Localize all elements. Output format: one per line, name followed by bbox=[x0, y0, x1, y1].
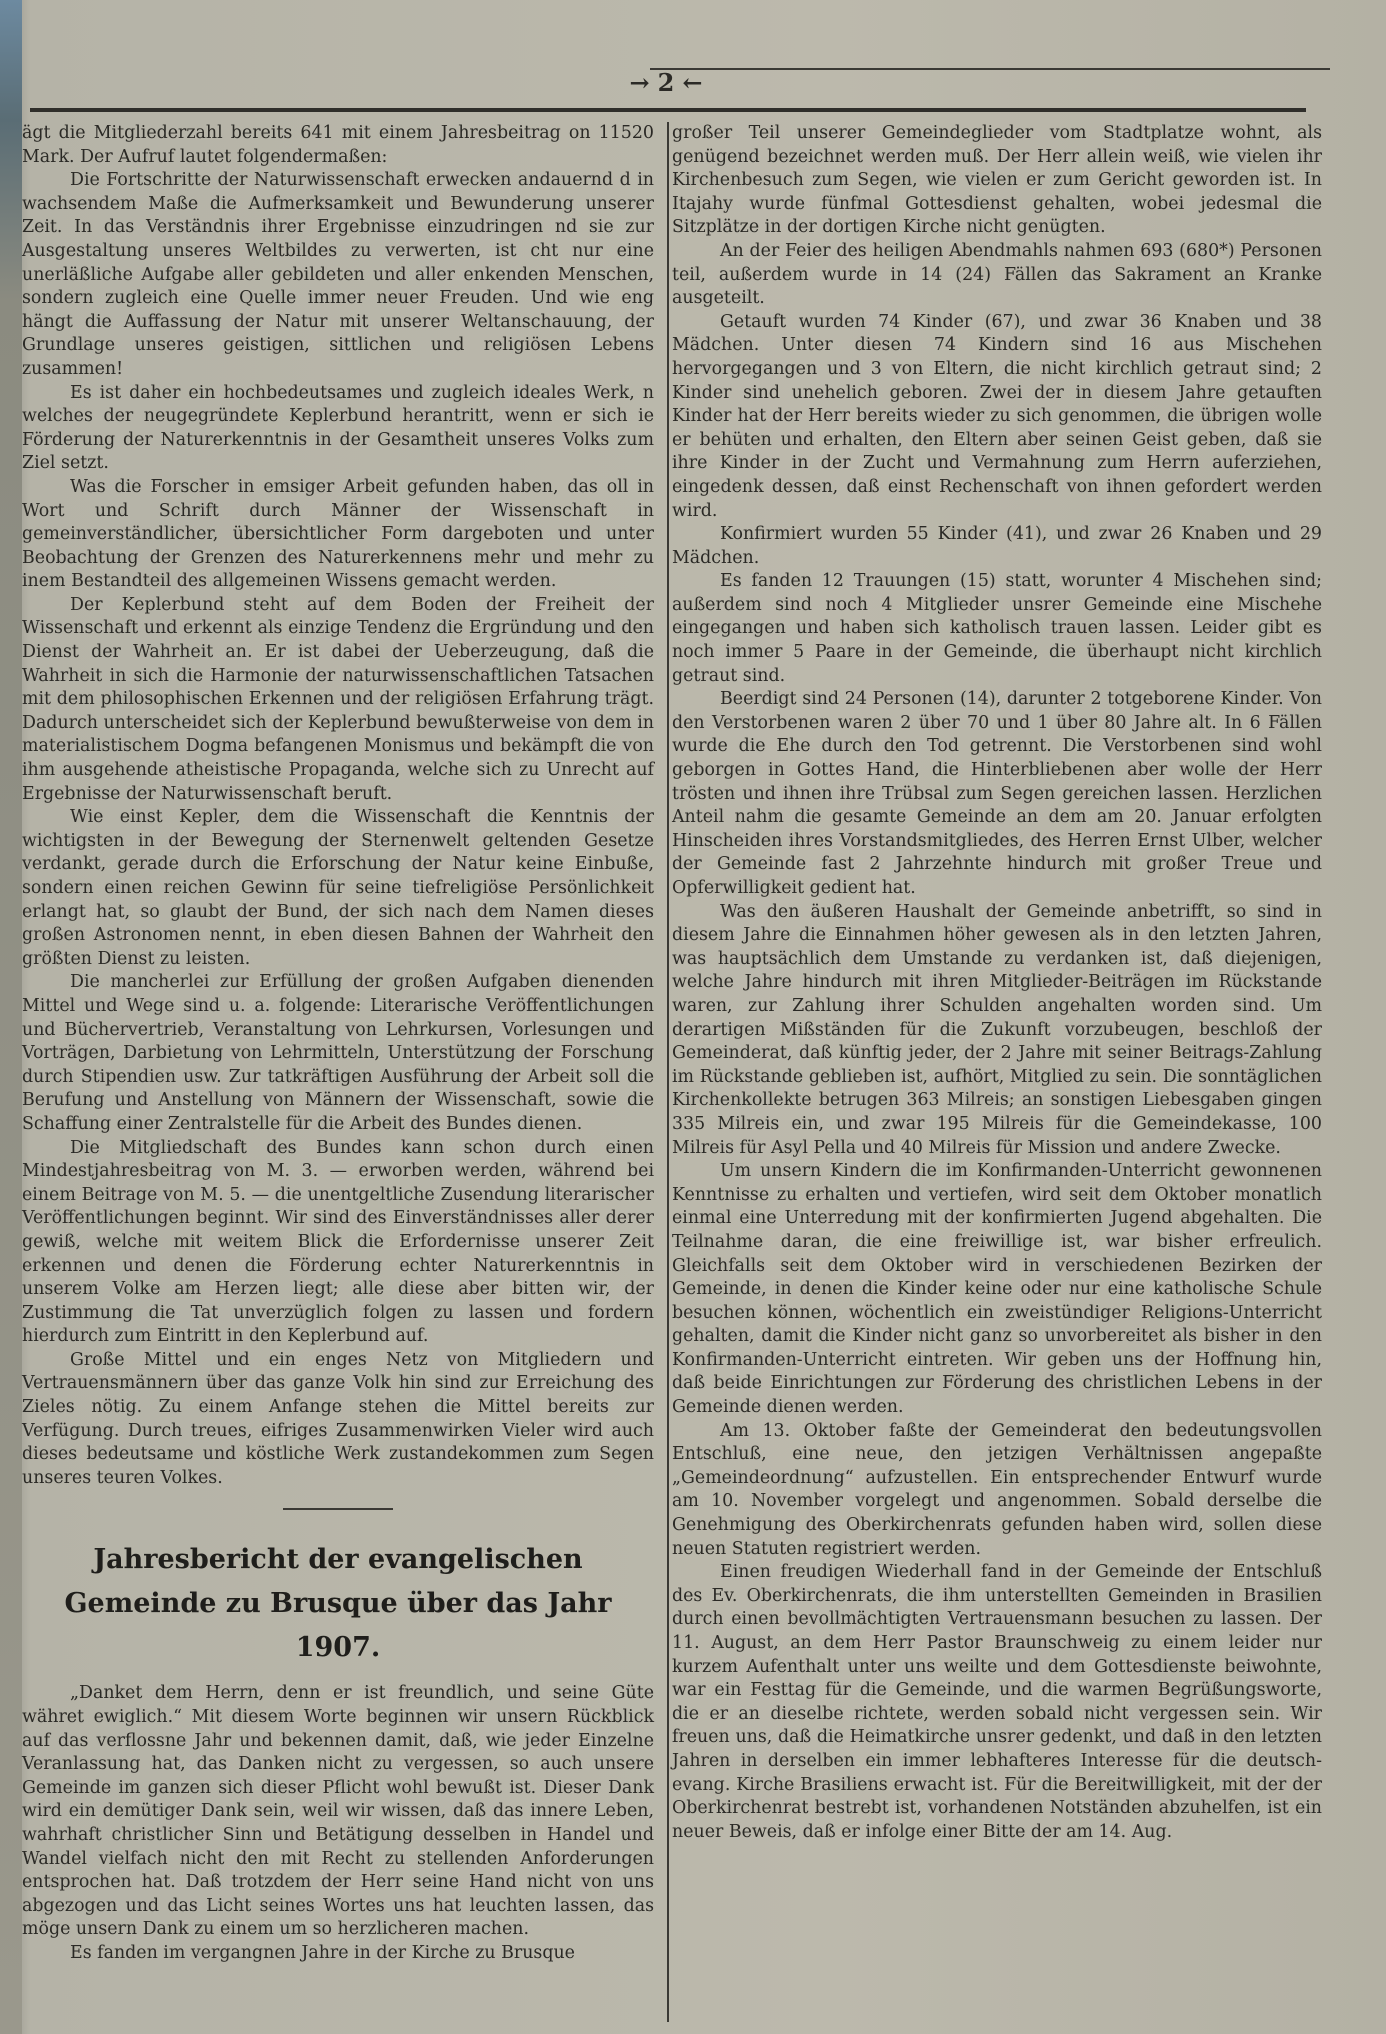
header-rule bbox=[30, 108, 1306, 112]
paragraph: ägt die Mitgliederzahl bereits 641 mit einem Jahresbeitrag on 11520 Mark. Der Aufruf lautet folgendermaßen: bbox=[22, 123, 654, 167]
column-divider bbox=[667, 122, 669, 2022]
page-number: →2← bbox=[629, 68, 711, 97]
paragraph: Es ist daher ein hochbedeutsames und zugleich ideales Werk, n welches der neugegründete Keplerbund herantritt, wenn er sich ie Förderung der Naturerkenntnis in der Gesamtheit unseres Volks zum Ziel setzt. bbox=[22, 382, 654, 474]
article-title: Jahresbericht der evangelischen Gemeinde zu Brusque über das Jahr 1907. bbox=[64, 1544, 612, 1664]
page-header bbox=[30, 60, 1306, 120]
header-top-rule bbox=[650, 68, 1330, 70]
paragraph: Was den äußeren Haushalt der Gemeinde anbetrifft, so sind in diesem Jahre die Einnahmen höher gewesen als in den letzten Jahren, was hauptsächlich dem Umstande zu verdanken ist, daß diejenigen, welche Jahre hindurch mit ihren Mitglieder-Beiträgen im Rückstande waren, zur Zahlung ihrer Schulden angehalten worden sind. Um derartigen Mißständen für die Zukunft vorzubeugen, beschloß der Gemeinderat, daß künftig jeder, der 2 Jahre mit seiner Beitrags-Zahlung im Rückstande geblieben ist, aufhört, Mitglied zu sein. Die sonntäglichen Kirchenkollekte betrugen 363 Milreis; an sonstigen Liebesgaben gingen 335 Milreis ein, und zwar 195 Milreis für die Gemeindekasse, 100 Milreis für Asyl Pella und 40 Milreis für Mission und andere Zwecke. bbox=[672, 901, 1322, 1158]
paragraph: Beerdigt sind 24 Personen (14), darunter 2 totgeborene Kinder. Von den Verstorbenen waren 2 über 70 und 1 über 80 Jahre alt. In 6 Fällen wurde die Ehe durch den Tod getrennt. Die Verstorbenen sind wohl geborgen in Gottes Hand, die Hinterbliebenen aber wolle der Herr trösten und ihnen ihre Trübsal zum Segen gereichen lassen. Herzlichen Anteil nahm die gesamte Gemeinde an dem am 20. Januar erfolgten Hinscheiden ihres Vorstandsmitgliedes, des Herren Ernst Ulber, welcher der Gemeinde fast 2 Jahrzehnte hindurch mit großer Treue und Opferwilligkeit gedient hat. bbox=[672, 689, 1322, 898]
binding-edge bbox=[0, 0, 22, 2034]
paragraph: Der Keplerbund steht auf dem Boden der Freiheit der Wissenschaft und erkennt als einzige Tendenz die Ergründung und den Dienst der Wahrheit an. Er ist dabei der Ueberzeugung, daß die Wahrheit in sich die Harmonie der naturwissenschaftlichen Tatsachen mit dem philosophischen Erkennen und der religiösen Erfahrung trägt. Dadurch unterscheidet sich der Keplerbund bewußterweise von dem in materialistischem Dogma befangenen Monismus und bekämpft die von ihm ausgehende atheistische Propaganda, welche sich zu Unrecht auf Ergebnisse der Naturwissenschaft beruft. bbox=[22, 594, 654, 804]
paragraph: großer Teil unserer Gemeindeglieder vom Stadtplatze wohnt, als genügend bezeichnet werden muß. Der Herr allein weiß, wie vielen ihr Kirchenbesuch zum Segen, wie vielen er zum Gericht geworden ist. In Itajahy wurde fünfmal Gottesdienst gehalten, wobei jedesmal die Sitzplätze in der dortigen Kirche nicht genügten. bbox=[672, 123, 1322, 238]
paragraph: Was die Forscher in emsiger Arbeit gefunden haben, das oll in Wort und Schrift durch Männer der Wissenschaft in gemeinverständlicher, übersichtlicher Form dargeboten und unter Beobachtung der Grenzen des Naturerkennens mehr und mehr zu inem Bestandteil des allgemeinen Wissens gemacht werden. bbox=[22, 476, 654, 592]
paragraph: Die mancherlei zur Erfüllung der großen Aufgaben dienenden Mittel und Wege sind u. a. folgende: Literarische Veröffentlichungen und Büchervertrieb, Veranstaltung von Lehrkursen, Vorlesungen und Vorträgen, Darbietung von Lehrmitteln, Unterstützung der Forschung durch Stipendien usw. Zur tatkräftigen Ausführung der Arbeit soll die Berufung und Anstellung von Männern der Wissenschaft, sowie die Schaffung einer Zentralstelle für die Arbeit des Bundes dienen. bbox=[22, 972, 654, 1134]
paragraph: Einen freudigen Wiederhall fand in der Gemeinde der Entschluß des Ev. Oberkirchenrats, die ihm unterstellten Gemeinden in Brasilien durch einen bevollmächtigten Vertrauensmann besuchen zu lassen. Der 11. August, an dem Herr Pastor Braunschweig zu einem leider nur kurzem Aufenthalt unter uns weilte und dem Gottesdienste beiwohnte, war ein Festtag für die Gemeinde, und die warmen Begrüßungsworte, die er an dieselbe richtete, werden sobald nicht vergessen sein. Wir freuen uns, daß die Heimatkirche unsrer gedenkt, und daß in den letzten Jahren in derselben ein immer lebhafteres Interesse für die deutsch-evang. Kirche Brasiliens erwacht ist. Für die Bereitwilligkeit, mit der der Oberkirchenrat bestrebt ist, vorhandenen Notständen abzuhelfen, ist ein neuer Beweis, daß er infolge einer Bitte der am 14. Aug. bbox=[672, 1562, 1322, 1842]
paragraph: Um unsern Kindern die im Konfirmanden-Unterricht gewonnenen Kenntnisse zu erhalten und vertiefen, wird seit dem Oktober monatlich einmal eine Unterredung mit der konfirmierten Jugend abgehalten. Die Teilnahme daran, die eine freiwillige ist, war bisher erfreulich. Gleichfalls seit dem Oktober wird in verschiedenen Bezirken der Gemeinde, in denen die Kinder keine oder nur eine katholische Schule besuchen können, wöchentlich ein zweistündiger Religions-Unterricht gehalten, damit die Kinder nicht ganz so unvorbereitet als bisher in den Konfirmanden-Unterricht eintreten. Wir geben uns der Hoffnung hin, daß beide Einrichtungen zur Förderung des christlichen Lebens in der Gemeinde dienen werden. bbox=[672, 1161, 1322, 1418]
paragraph: Große Mittel und ein enges Netz von Mitgliedern und Vertrauensmännern über das ganze Volk hin sind zur Erreichung des Zieles nötig. Zu einem Anfange stehen die Mittel bereits zur Verfügung. Durch treues, eifriges Zusammenwirken Vieler wird auch dieses bedeutsame und köstliche Werk zustandekommen zum Segen unseres teuren Volkes. bbox=[22, 1349, 654, 1488]
paragraph: Die Mitgliedschaft des Bundes kann schon durch einen Mindestjahresbeitrag von M. 3. — erworben werden, während bei einem Beitrage von M. 5. — die unentgeltliche Zusendung literarischer Veröffentlichungen beginnt. Wir sind des Einverständnisses aller derer gewiß, welche mit weitem Blick die Erfordernisse unserer Zeit erkennen und denen die Förderung echter Naturerkenntnis in unserem Volke am Herzen liegt; alle diese aber bitten wir, der Zustimmung die Tat unverzüglich folgen zu lassen und fordern hierdurch zum Eintritt in den Keplerbund auf. bbox=[22, 1137, 654, 1347]
right-column bbox=[672, 122, 1322, 1844]
article-paragraph: „Danket dem Herrn, denn er ist freundlich, und seine Güte währet ewiglich.“ Mit diesem Worte beginnen wir unsern Rückblick auf das verflossne Jahr und bekennen damit, daß, wie jeder Einzelne Veranlassung hat, das Danken nicht zu vergessen, so auch unsere Gemeinde im ganzen sich dieser Pflicht wohl bewußt ist. Dieser Dank wird ein demütiger Dank sein, weil wir wissen, daß das innere Leben, wahrhaft christlicher Sinn und Betätigung desselben in Handel und Wandel vielfach nicht den mit Recht zu stellenden Anforderungen entsprochen hat. Daß trotzdem der Herr seine Hand nicht von uns abgezogen und das Licht seines Wortes uns hat leuchten lassen, das möge unsern Dank zu einem um so herzlicheren machen. bbox=[22, 1683, 654, 1940]
paragraph: Die Fortschritte der Naturwissenschaft erwecken andauernd d in wachsendem Maße die Aufmerksamkeit und Bewunderung unserer Zeit. In das Verständnis ihrer Ergebnisse einzudringen nd sie zur Ausgestaltung unseres Weltbildes zu verwerten, ist cht nur eine unerläßliche Aufgabe aller gebildeten und aller enkenden Menschen, sondern zugleich eine Quelle immer neuer Freuden. Und wie eng hängt die Auffassung der Natur mit unserer Weltanschauung, der Grundlage unseres geistigen, sittlichen und religiösen Lebens zusammen! bbox=[22, 170, 654, 379]
paragraph: Wie einst Kepler, dem die Wissenschaft die Kenntnis der wichtigsten in der Bewegung der Sternenwelt geltenden Gesetze verdankt, gerade durch die Erforschung der Natur keine Einbuße, sondern einen reichen Gewinn für seine tiefreligiöse Persönlichkeit erlangt hat, so glaubt der Bund, der sich nach dem Namen dieses großen Astronomen nennt, in eben diesen Bahnen der Wahrheit den größten Dienst zu leisten. bbox=[22, 807, 654, 969]
paragraph: An der Feier des heiligen Abendmahls nahmen 693 (680*) Personen teil, außerdem wurde in 14 (24) Fällen das Sakrament an Kranke ausgeteilt. bbox=[672, 240, 1322, 309]
paragraph: Es fanden 12 Trauungen (15) statt, worunter 4 Mischehen sind; außerdem sind noch 4 Mitglieder unsrer Gemeinde eine Mischehe eingegangen und haben sich katholisch trauen lassen. Leider gibt es noch immer 5 Paare in der Gemeinde, die überhaupt nicht kirchlich getraut sind. bbox=[672, 571, 1322, 686]
left-column bbox=[22, 122, 654, 1966]
paragraph: Getauft wurden 74 Kinder (67), und zwar 36 Knaben und 38 Mädchen. Unter diesen 74 Kindern sind 16 aus Mischehen hervorgegangen und 3 von Eltern, die nicht kirchlich getraut sind; 2 Kinder sind unehelich geboren. Zwei der in diesem Jahre getauften Kinder hat der Herr bereits wieder zu sich genommen, die übrigen wolle er behüten und erhalten, den Eltern aber seinen Geist geben, daß sie ihre Kinder in der Zucht und Vermahnung zum Herrn auferziehen, eingedenk dessen, daß einst Rechenschaft von ihnen gefordert werden wird. bbox=[672, 311, 1322, 521]
paragraph: Am 13. Oktober faßte der Gemeinderat den bedeutungsvollen Entschluß, eine neue, den jetzigen Verhältnissen angepaßte „Gemeindeordnung“ aufzustellen. Ein entsprechender Entwurf wurde am 10. November vorgelegt und angenommen. Sobald derselbe die Genehmigung des Oberkirchenrats gefunden haben wird, sollen diese neuen Statuten registriert werden. bbox=[672, 1420, 1322, 1559]
article-paragraph: Es fanden im vergangnen Jahre in der Kirche zu Brusque bbox=[70, 1942, 575, 1963]
paragraph: Konfirmiert wurden 55 Kinder (41), und zwar 26 Knaben und 29 Mädchen. bbox=[672, 524, 1322, 568]
section-separator bbox=[283, 1508, 393, 1510]
